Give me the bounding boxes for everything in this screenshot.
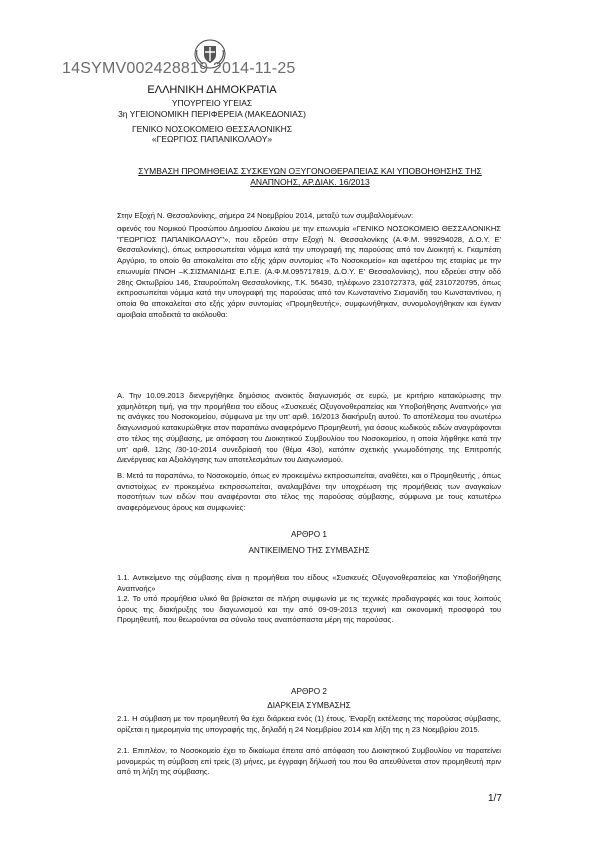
header-hospital-name: «ΓΕΩΡΓΙΟΣ ΠΑΠΑΝΙΚΟΛΑΟΥ»	[151, 134, 273, 144]
paragraph-b: Β. Μετά τα παραπάνω, το Νοσοκομείο, όπως εν προκειμένω εκπροσωπείται, αναθέτει, και ο Προμηθευτής , όπως αντιστοίχως εν προκειμένω εκπροσωπείται, αναλαμβάνει την υποχρέωση της προμήθειας των αναγκαίων ποσοτήτων των ειδών που αναφέρονται στο τέλος της παρούσας σύμβασης, σύμφωνα με τους κατωτέρω αναφερόμενους όρους και συμφωνίες:	[117, 471, 501, 513]
page-number: 1/7	[488, 793, 502, 804]
header-ministry: ΥΠΟΥΡΓΕΙΟ ΥΓΕΙΑΣ	[171, 98, 253, 108]
paragraph-a: Α. Την 10.09.2013 διενεργήθηκε δημόσιος ανοικτός διαγωνισμός σε ευρώ, με κριτήριο κατακύρωσης την χαμηλότερη τιμή, για την προμήθεια του είδους «Συσκευές Οξυγονοθεραπείας και Υποβοήθησης Αναπνοής» για τις ανάγκες του Νοσοκομείου, σύμφωνα με την υπ' αριθ. 16/2013 διακήρυξη αυτού. Το αποτέλεσμα του ανωτέρω διαγωνισμού κατακυρώθηκε στον παραπάνω αναφερόμενο Προμηθευτή, για όσους κωδικούς ειδών αναγράφονται στο τέλος της σύμβασης, με απόφαση του Διοικητικού Συμβουλίου του Νοσοκομείου, η οποία λήφθηκε κατά την υπ' αριθ. 12ης /30-10-2014 συνεδρίασή του (θέμα 43ο), κατόπιν σχετικής γνωμοδότησης της Επιτροπής Διενέργειας και Αξιολόγησης των αποτελεσμάτων του Διαγωνισμού.	[117, 391, 501, 465]
document-id-stamp: 14SYMV002428819 2014-11-25	[62, 60, 296, 77]
contract-title-line1: ΣΥΜΒΑΣΗ ΠΡΟΜΗΘΕΙΑΣ ΣΥΣΚΕΥΩΝ ΟΞΥΓΟΝΟΘΕΡΑΠΕΙΑΣ ΚΑΙ ΥΠΟΒΟΗΘΗΣΗΣ ΤΗΣ	[138, 166, 482, 176]
contract-title-line2: ΑΝΑΠΝΟΗΣ, ΑΡ.ΔΙΑΚ. 16/2013	[250, 177, 370, 187]
header-country: ΕΛΛΗΝΙΚΗ ΔΗΜΟΚΡΑΤΙΑ	[147, 84, 277, 96]
article-1-heading: ΑΡΘΡΟ 1	[291, 530, 327, 539]
header-hospital: ΓΕΝΙΚΟ ΝΟΣΟΚΟΜΕΙΟ ΘΕΣΣΑΛΟΝΙΚΗΣ	[131, 124, 293, 134]
article-1-2: 1.2. Το υπό προμήθεια υλικό θα βρίσκεται σε πλήρη συμφωνία με τις τεχνικές προδιαγραφές και τους λοιπούς όρους της διακήρυξης του διαγωνισμού και την από 09-09-2013 τεχνική και οικονομική προσφορά του Προμηθευτή, που θεωρούνται σα σύνολο τους αναπόσπαστα μέρη της παρούσας.	[117, 594, 501, 625]
article-1-1: 1.1. Αντικείμενο της σύμβασης είναι η προμήθεια του είδους «Συσκευές Οξυγονοθεραπείας και Υποβοήθησης Αναπνοής»	[117, 573, 501, 593]
article-1-subheading: ΑΝΤΙΚΕΙΜΕΝΟ ΤΗΣ ΣΥΜΒΑΣΗΣ	[248, 546, 370, 555]
header-region: 3η ΥΓΕΙΟΝΟΜΙΚΗ ΠΕΡΙΦΕΡΕΙΑ (ΜΑΚΕΔΟΝΙΑΣ)	[118, 109, 306, 119]
article-2-1b: 2.1. Επιπλέον, το Νοσοκομείο έχει το δικαίωμα έπειτα από απόφαση του Διοικητικού Συμβουλίου να παρατείνει μονομερώς τη σύμβαση επί τρείς (3) μήνες, με έγγραφη δήλωσή του που θα απευθύνεται στον προμηθευτή πριν από τη λήξη της σύμβασης.	[117, 746, 501, 777]
article-2-1a: 2.1. Η σύμβαση με τον προμηθευτή θα έχει διάρκεια ενός (1) έτους. Έναρξη εκτέλεσης της παρούσας σύμβασης, ορίζεται η ημερομηνία της υπογραφής της, δηλαδή η 24 Νοεμβρίου 2014 και λήξη της η 23 Νοεμβρίου 2015.	[117, 714, 501, 734]
article-2-heading: ΑΡΘΡΟ 2	[291, 687, 327, 696]
parties-paragraph: αφενός του Νομικού Προσώπου Δημοσίου Δικαίου με την επωνυμία «ΓΕΝΙΚΟ ΝΟΣΟΚΟΜΕΙΟ ΘΕΣΣΑΛΟΝΙΚΗΣ "ΓΕΩΡΓΙΟΣ ΠΑΠΑΝΙΚΟΛΑΟΥ"», που εδρεύει στην Εξοχή Ν. Θεσσαλονίκης (Α.Φ.Μ. 999294028, Δ.Ο.Υ. Ε' Θεσσαλονίκης), όπως εκπροσωπείται νόμιμα κατά την υπογραφή της παρούσας από τον Διοικητή κ. Γκαμπέση Αργύριο, το οποίο θα αποκαλείται στο εξής χάριν συντομίας «Το Νοσοκομείο» και αφετέρου της εταιρίας με την επωνυμία ΠΝΟΗ –Κ.ΣΙΣΜΑΝΙΔΗΣ Ε.Π.Ε. (Α.Φ.Μ.095717819, Δ.Ο.Υ. Ε' Θεσσαλονίκης), που εδρεύει στην οδό 28ης Οκτωβρίου 146, Σταυρούπολη Θεσσαλονίκης, Τ.Κ. 56430, τηλέφωνο 2310727373, φάξ 2310720795, όπως εκπροσωπείται νόμιμα κατά την υπογραφή της παρούσας από τον Κωνσταντίνο Σισμανίδη του Κωνσταντίνου, η οποία θα αποκαλείται στο εξής χάριν συντομίας «Προμηθευτής», συμφωνήθηκαν, συνομολογήθηκαν και έγιναν αμοιβαία αποδεκτά τα ακόλουθα:	[117, 224, 501, 319]
intro-paragraph: Στην Εξοχή Ν. Θεσσαλονίκης, σήμερα 24 Νοεμβρίου 2014, μεταξύ των συμβαλλομένων:	[117, 211, 414, 220]
article-2-subheading: ΔΙΑΡΚΕΙΑ ΣΥΜΒΑΣΗΣ	[267, 701, 351, 710]
